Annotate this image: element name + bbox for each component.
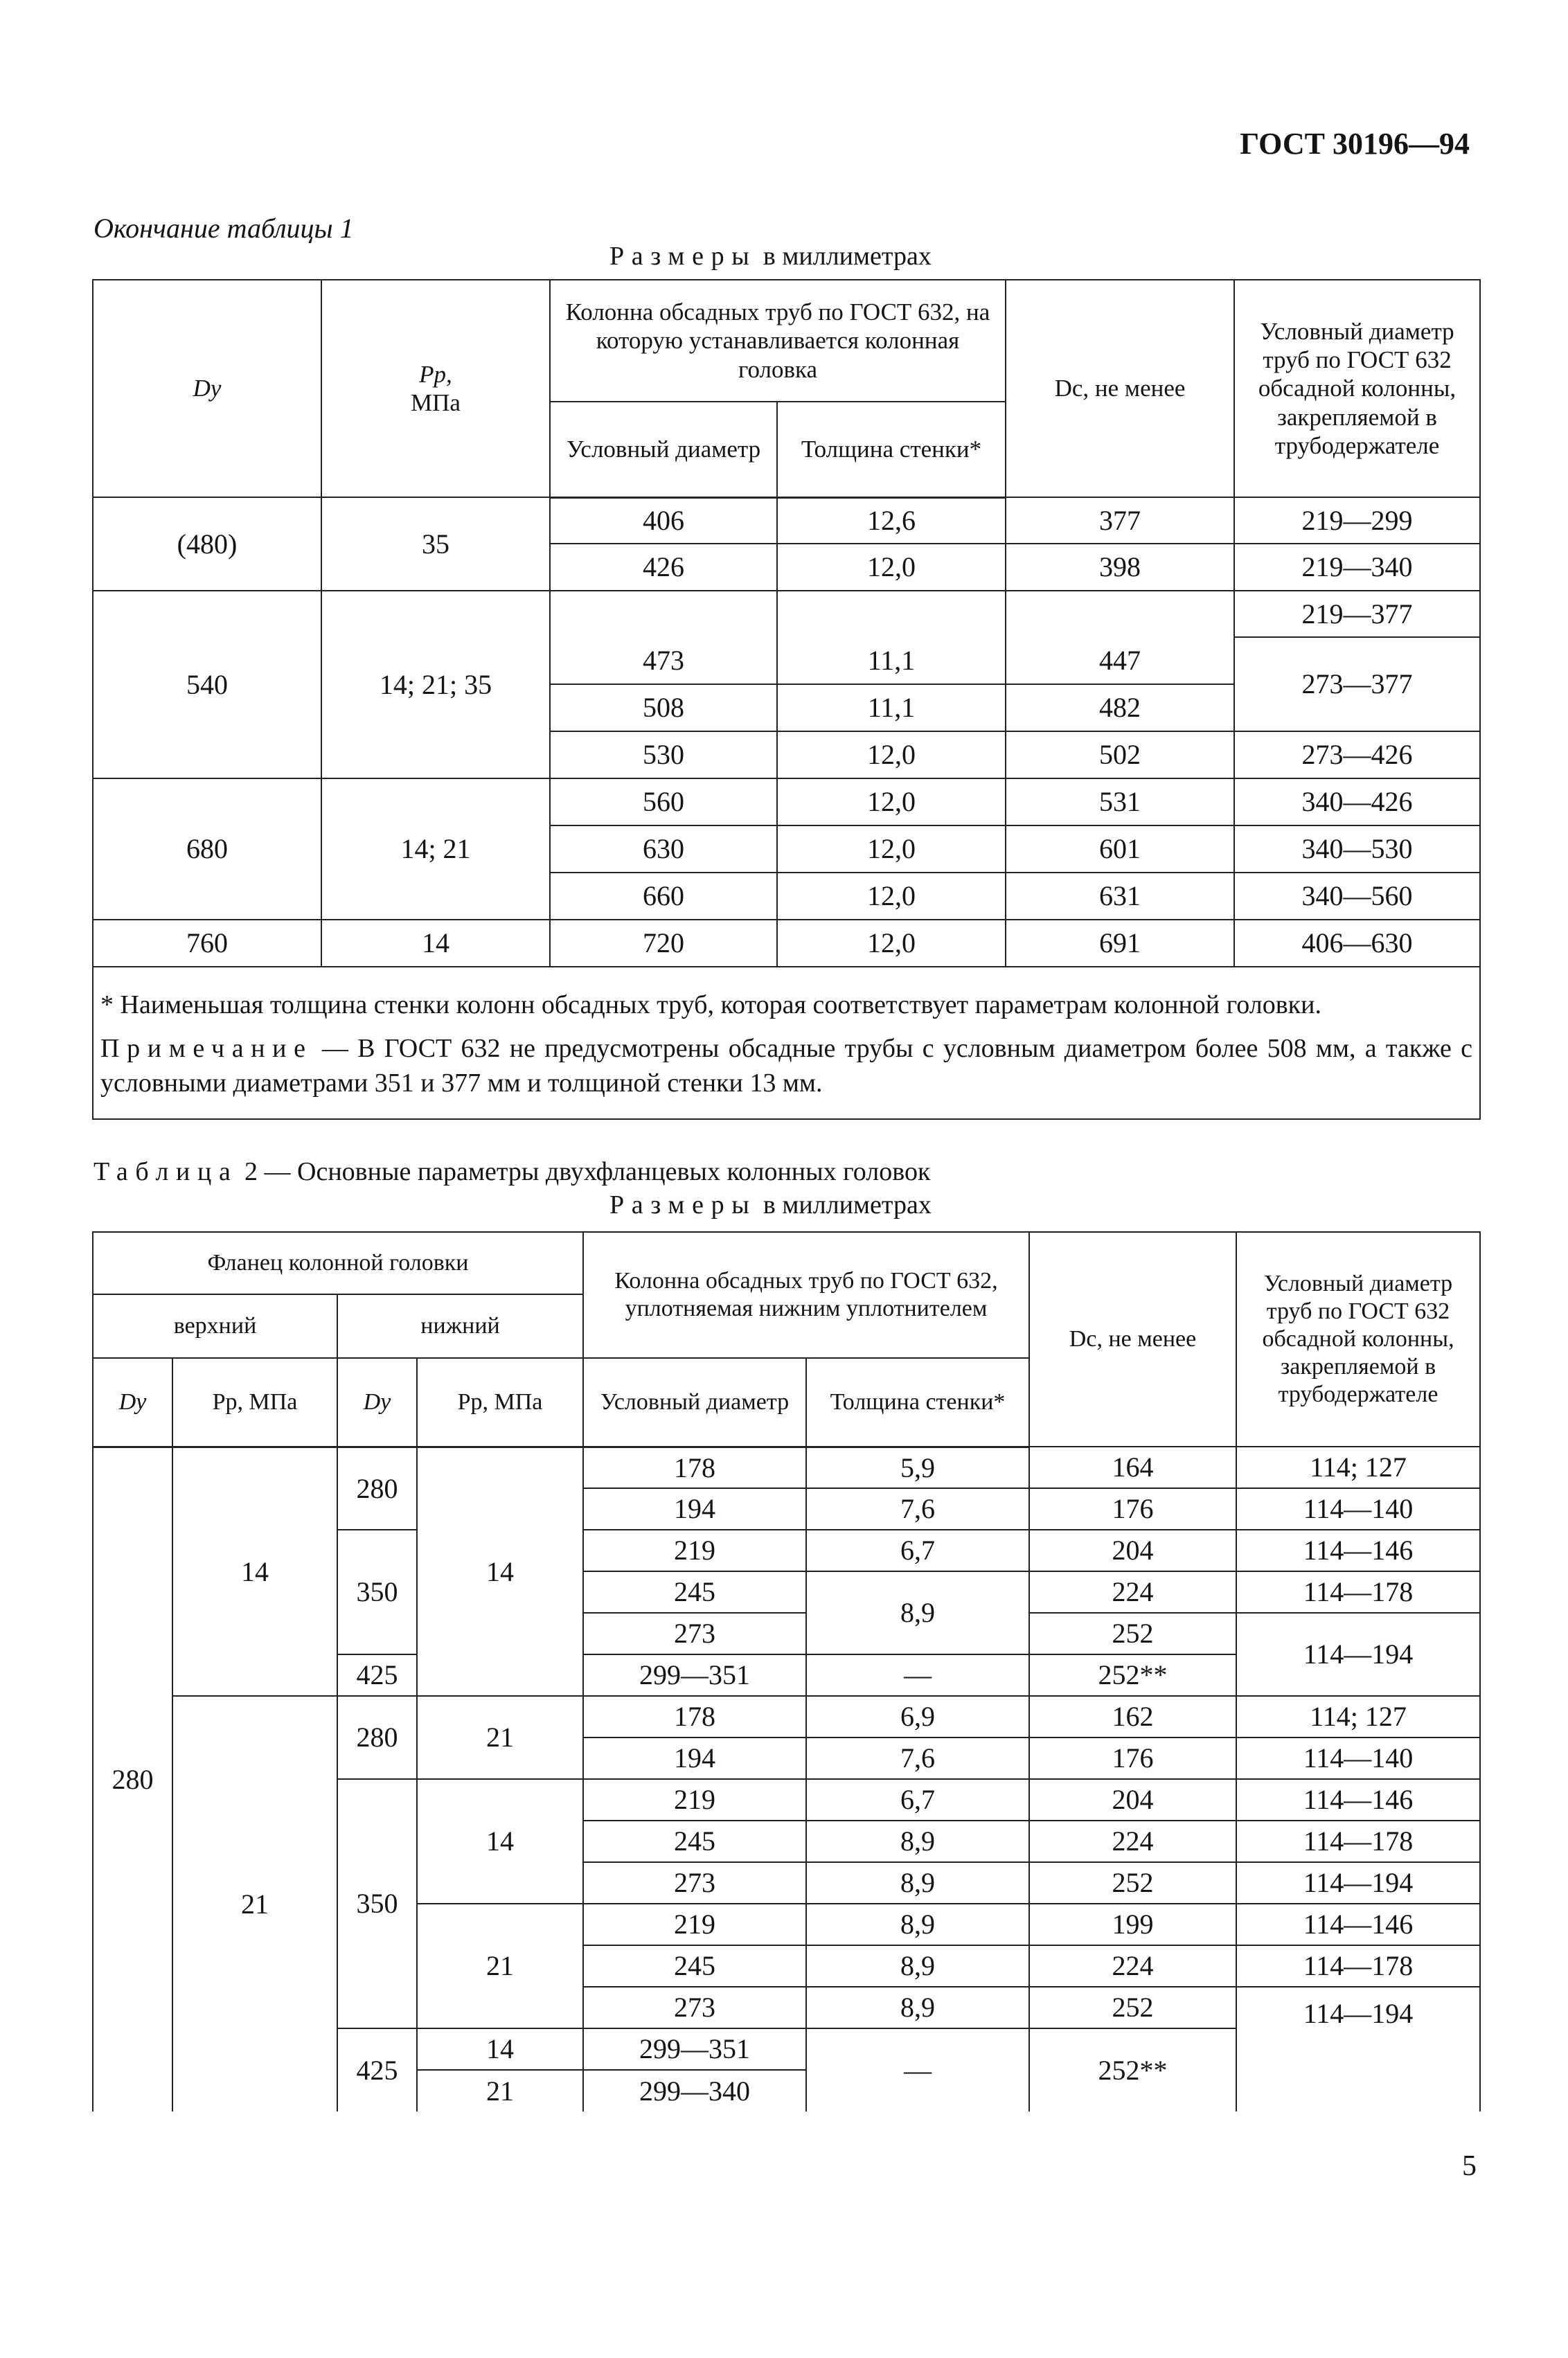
cell: 114—146 <box>1236 1530 1480 1571</box>
cell: 299—351 <box>583 2028 806 2070</box>
cell: 473 <box>550 637 777 684</box>
t1-dy-540: 540 <box>93 591 321 778</box>
cell: 398 <box>1006 544 1234 591</box>
cell: 252 <box>1029 1613 1236 1654</box>
cell: 8,9 <box>806 1904 1029 1945</box>
cell: 630 <box>550 825 777 873</box>
cell: 114—140 <box>1236 1488 1480 1530</box>
table2-units-rest: в миллиметрах <box>763 1190 932 1220</box>
t1-header-casing: Колонна обсадных труб по ГОСТ 632, на которую устанавливается колонная головка <box>550 280 1006 402</box>
table1-units <box>609 241 932 271</box>
cell: 8,9 <box>806 1571 1029 1654</box>
cell: 482 <box>1006 684 1234 731</box>
cell: 164 <box>1029 1447 1236 1488</box>
table-row <box>93 778 1480 825</box>
cell: 162 <box>1029 1696 1236 1738</box>
t1-dy-680: 680 <box>93 778 321 920</box>
cell: 114—140 <box>1236 1738 1480 1779</box>
table2-title <box>93 1156 930 1187</box>
cell: 660 <box>550 873 777 920</box>
t2-header-upper: верхний <box>93 1294 337 1358</box>
cell: 194 <box>583 1738 806 1779</box>
cell: — <box>806 1654 1029 1696</box>
t2-dyl-280: 280 <box>337 1447 417 1530</box>
cell: 219 <box>583 1530 806 1571</box>
cell: 245 <box>583 1945 806 1987</box>
cell: 114—194 <box>1236 1987 1480 2111</box>
cell: 219—299 <box>1234 497 1480 544</box>
t2-ppl-280b: 21 <box>417 1696 583 1779</box>
t1-pp-480: 35 <box>321 497 550 591</box>
cell: 560 <box>550 778 777 825</box>
cell: 530 <box>550 731 777 778</box>
t2-dyl-350: 350 <box>337 1530 417 1654</box>
t1-note-label: Примечание <box>100 1034 313 1064</box>
t1-header-dy: Dy <box>93 280 321 497</box>
cell: 178 <box>583 1447 806 1488</box>
t2-ppl-350b-21: 21 <box>417 1904 583 2028</box>
t2-header-pp-lower: Pр, МПа <box>417 1358 583 1447</box>
t2-header-lower: нижний <box>337 1294 583 1358</box>
cell <box>1006 591 1234 637</box>
cell: 114; 127 <box>1236 1696 1480 1738</box>
cell: 273 <box>583 1613 806 1654</box>
cell: 252** <box>1029 1654 1236 1696</box>
t2-dy-upper-280: 280 <box>93 1447 172 2111</box>
t1-header-wall-thickness: Толщина стенки* <box>777 402 1006 497</box>
cell: 12,0 <box>777 544 1006 591</box>
cell: 6,9 <box>806 1696 1029 1738</box>
cell: 7,6 <box>806 1738 1029 1779</box>
t2-dyl-425b: 425 <box>337 2028 417 2111</box>
cell: 11,1 <box>777 637 1006 684</box>
cell: 194 <box>583 1488 806 1530</box>
cell <box>777 591 1006 637</box>
cell: 720 <box>550 920 777 967</box>
cell: 11,1 <box>777 684 1006 731</box>
t2-dyl-280b: 280 <box>337 1696 417 1779</box>
cell: 631 <box>1006 873 1234 920</box>
cell: 531 <box>1006 778 1234 825</box>
t1-note-text: — В ГОСТ 632 не предусмотрены обсадные трубы с условным диаметром более 508 мм, а также с условными диаметрами 351 и 377 мм и толщиной стенки 13 мм. <box>100 1034 1473 1098</box>
cell: 176 <box>1029 1738 1236 1779</box>
t2-ppl-350b-14: 14 <box>417 1779 583 1904</box>
cell: 252** <box>1029 2028 1236 2111</box>
cell: 5,9 <box>806 1447 1029 1488</box>
cell: 204 <box>1029 1779 1236 1821</box>
cell: 273—426 <box>1234 731 1480 778</box>
cell: 8,9 <box>806 1945 1029 1987</box>
cell: 377 <box>1006 497 1234 544</box>
cell: 114—146 <box>1236 1904 1480 1945</box>
cell: 114—178 <box>1236 1571 1480 1613</box>
cell: 224 <box>1029 1945 1236 1987</box>
cell: — <box>806 2028 1029 2111</box>
cell: 114—178 <box>1236 1945 1480 1987</box>
cell: 114—146 <box>1236 1779 1480 1821</box>
cell: 340—560 <box>1234 873 1480 920</box>
t2-ppl-425b-21: 21 <box>417 2070 583 2111</box>
table2-title-rest: 2 — Основные параметры двухфланцевых колонных головок <box>238 1157 931 1186</box>
cell <box>550 591 777 637</box>
t2-header-wall-thickness: Толщина стенки* <box>806 1358 1029 1447</box>
t2-header-flange: Фланец колонной головки <box>93 1232 583 1294</box>
table1-units-word: Размеры <box>609 242 757 271</box>
cell: 245 <box>583 1821 806 1862</box>
cell: 12,0 <box>777 778 1006 825</box>
cell: 447 <box>1006 637 1234 684</box>
t1-dy-480: (480) <box>93 497 321 591</box>
cell: 114—194 <box>1236 1862 1480 1904</box>
cell: 12,6 <box>777 497 1006 544</box>
table-row <box>93 591 1480 637</box>
cell: 8,9 <box>806 1987 1029 2028</box>
cell: 340—530 <box>1234 825 1480 873</box>
t2-ppl-14: 14 <box>417 1447 583 1696</box>
cell: 252 <box>1029 1862 1236 1904</box>
t1-header-nominal-diameter: Условный диаметр <box>550 402 777 497</box>
table2-units <box>609 1190 932 1220</box>
t2-pp-upper-21: 21 <box>172 1696 337 2111</box>
cell: 252 <box>1029 1987 1236 2028</box>
cell: 8,9 <box>806 1821 1029 1862</box>
cell: 7,6 <box>806 1488 1029 1530</box>
cell: 12,0 <box>777 825 1006 873</box>
cell: 204 <box>1029 1530 1236 1571</box>
cell: 219 <box>583 1779 806 1821</box>
t2-header-dc: Dc, не менее <box>1029 1232 1236 1447</box>
cell: 299—340 <box>583 2070 806 2111</box>
t1-pp-540: 14; 21; 35 <box>321 591 550 778</box>
cell: 273 <box>583 1862 806 1904</box>
table2 <box>92 1231 1481 2111</box>
cell: 406 <box>550 497 777 544</box>
cell: 406—630 <box>1234 920 1480 967</box>
t2-ppl-425b-14: 14 <box>417 2028 583 2070</box>
t2-dyl-425: 425 <box>337 1654 417 1696</box>
t1-pp-760: 14 <box>321 920 550 967</box>
cell: 219 <box>583 1904 806 1945</box>
cell: 219—377 <box>1234 591 1480 637</box>
cell: 114—194 <box>1236 1613 1480 1696</box>
cell: 199 <box>1029 1904 1236 1945</box>
cell: 601 <box>1006 825 1234 873</box>
t1-footnote-cell <box>93 967 1480 1119</box>
table1 <box>92 279 1481 1120</box>
cell: 245 <box>583 1571 806 1613</box>
cell: 114; 127 <box>1236 1447 1480 1488</box>
cell: 178 <box>583 1696 806 1738</box>
table2-title-word: Таблица <box>93 1157 238 1186</box>
t1-note <box>100 1032 1472 1100</box>
cell: 12,0 <box>777 731 1006 778</box>
cell: 224 <box>1029 1571 1236 1613</box>
table1-continuation-label: Окончание таблицы 1 <box>93 213 354 244</box>
cell: 8,9 <box>806 1862 1029 1904</box>
table1-units-rest: в миллиметрах <box>763 242 932 271</box>
cell: 340—426 <box>1234 778 1480 825</box>
cell: 426 <box>550 544 777 591</box>
cell: 273 <box>583 1987 806 2028</box>
t2-header-dy-upper: Dy <box>93 1358 172 1447</box>
document-id: ГОСТ 30196—94 <box>1240 127 1470 161</box>
cell: 219—340 <box>1234 544 1480 591</box>
cell: 508 <box>550 684 777 731</box>
t2-header-holder: Условный диаметр труб по ГОСТ 632 обсадной колонны, закрепляемой в трубодержателе <box>1236 1232 1480 1447</box>
cell: 691 <box>1006 920 1234 967</box>
cell: 176 <box>1029 1488 1236 1530</box>
table-row <box>93 497 1480 544</box>
table-row <box>93 1696 1480 1738</box>
cell: 6,7 <box>806 1530 1029 1571</box>
cell: 6,7 <box>806 1779 1029 1821</box>
cell: 12,0 <box>777 920 1006 967</box>
cell: 273—377 <box>1234 637 1480 731</box>
t2-header-casing: Колонна обсадных труб по ГОСТ 632, уплотняемая нижним уплотнителем <box>583 1232 1029 1358</box>
cell: 114—178 <box>1236 1821 1480 1862</box>
table2-units-word: Размеры <box>609 1190 757 1220</box>
t2-dyl-350b: 350 <box>337 1779 417 2028</box>
t1-pp-680: 14; 21 <box>321 778 550 920</box>
cell: 224 <box>1029 1821 1236 1862</box>
t1-header-holder: Условный диаметр труб по ГОСТ 632 обсадной колонны, закрепляемой в трубодержателе <box>1234 280 1480 497</box>
cell: 12,0 <box>777 873 1006 920</box>
t2-pp-upper-14: 14 <box>172 1447 337 1696</box>
page-number: 5 <box>1462 2150 1477 2182</box>
table-row <box>93 920 1480 967</box>
t1-header-dc: Dc, не менее <box>1006 280 1234 497</box>
t2-header-nominal-diameter: Условный диаметр <box>583 1358 806 1447</box>
t1-footnote: * Наименьшая толщина стенки колонн обсадных труб, которая соответствует параметрам колонной головки. <box>100 990 1321 1019</box>
cell: 502 <box>1006 731 1234 778</box>
t1-header-pp: Pр, МПа <box>321 280 550 497</box>
t2-header-dy-lower: Dy <box>337 1358 417 1447</box>
cell: 299—351 <box>583 1654 806 1696</box>
t1-dy-760: 760 <box>93 920 321 967</box>
t2-header-pp-upper: Pр, МПа <box>172 1358 337 1447</box>
table-row <box>93 1447 1480 1488</box>
